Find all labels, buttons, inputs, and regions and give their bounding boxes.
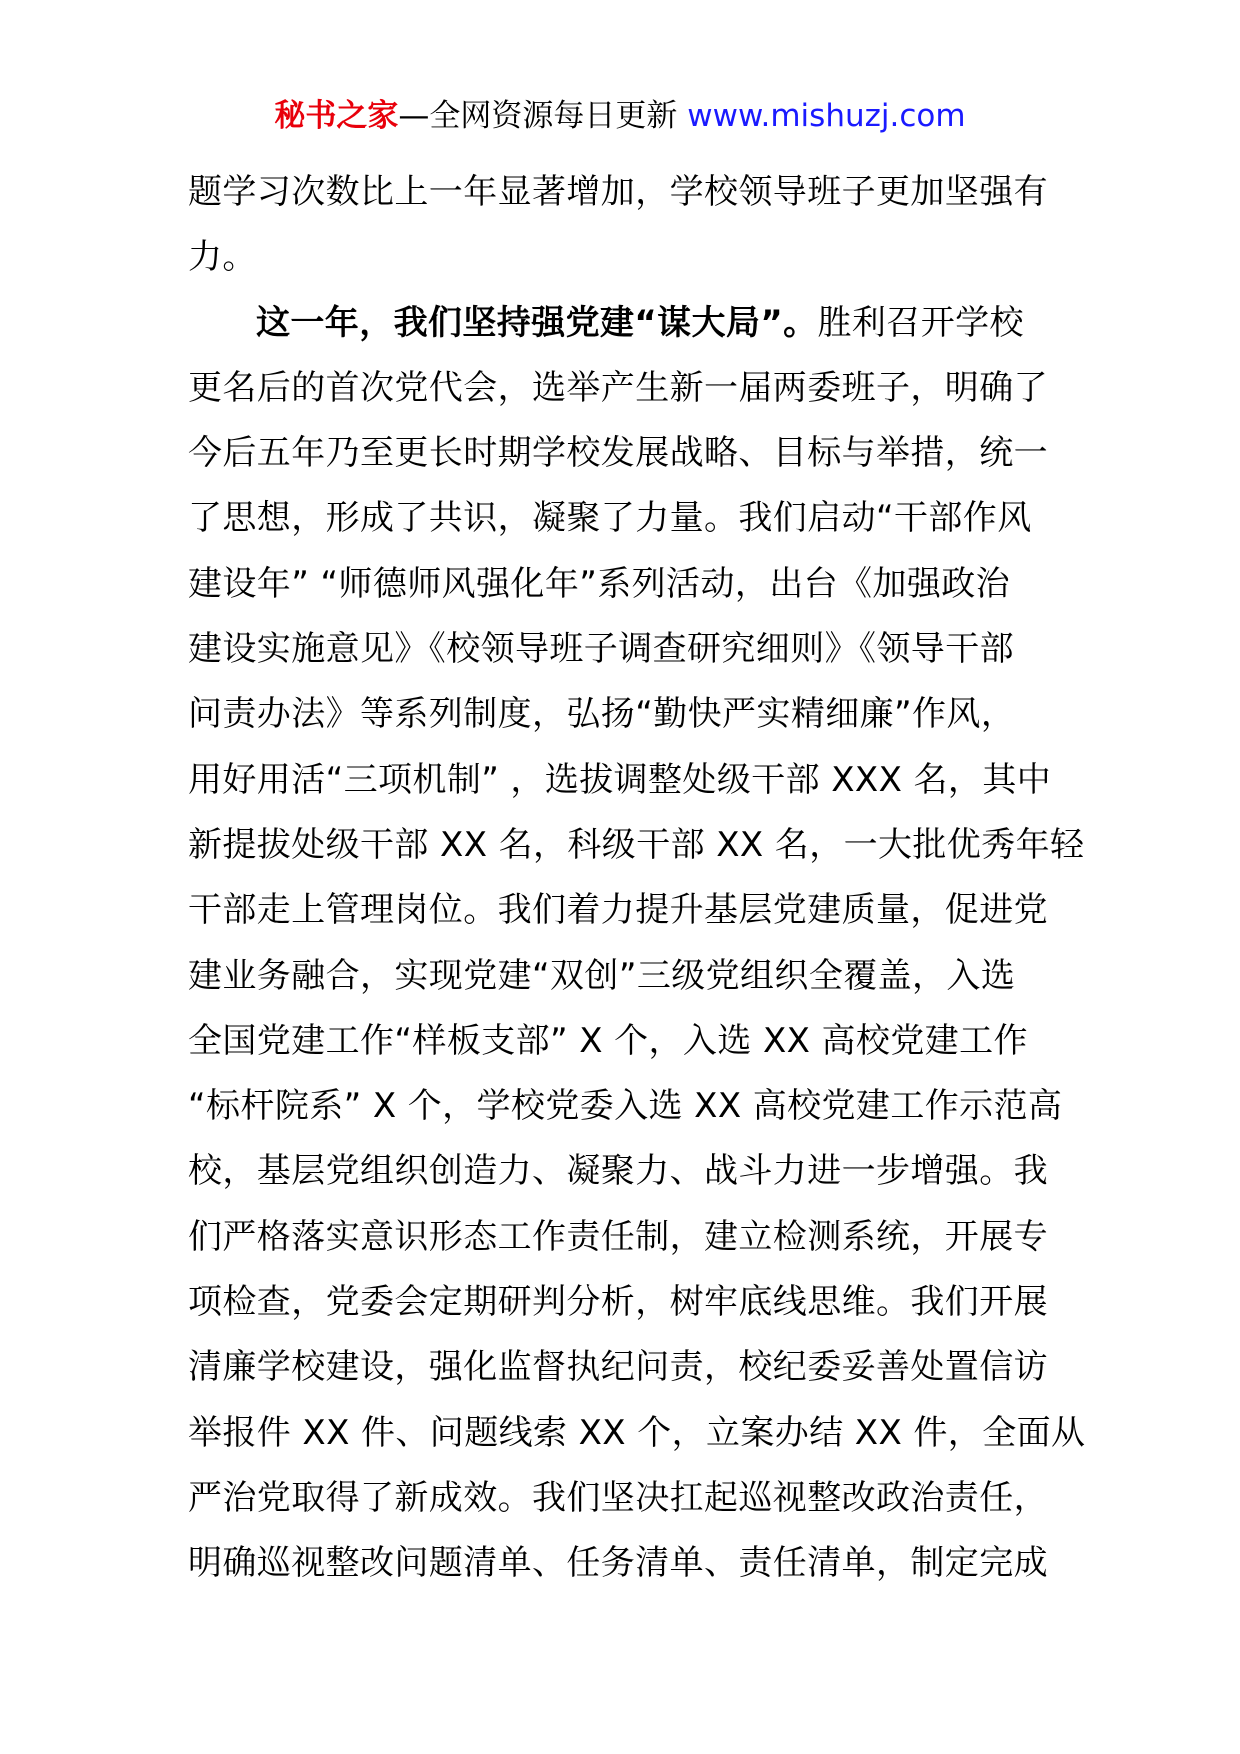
website-url: www.mishuzj.com (687, 98, 966, 134)
document-body (188, 160, 1086, 1597)
paragraph-line: 建设实施意见》《校领导班子调查研究细则》《领导干部 (188, 629, 1014, 670)
paragraph-lead-line (188, 291, 1054, 356)
paragraph-line: 题学习次数比上一年显著增加，学校领导班子更加坚强有 (188, 172, 1048, 212)
paragraph-line: 用好用活“三项机制” ，选拔调整处级干部 XXX 名，其中 (188, 759, 1052, 800)
paragraph-line: 问责办法》等系列制度，弘扬“勤快严实精细廉”作风， (188, 694, 1016, 735)
paragraph-line: “标杆院系” X 个，学校党委入选 XX 高校党建工作示范高 (188, 1086, 1063, 1127)
paragraph-line: 明确巡视整改问题清单、任务清单、责任清单，制定完成 (188, 1543, 1048, 1584)
paragraph-line: 项检查，党委会定期研判分析，树牢底线思维。我们开展 (188, 1282, 1048, 1323)
paragraph-line: 严治党取得了新成效。我们坚决扛起巡视整改政治责任， (188, 1477, 1048, 1518)
paragraph-line: 建设年” “师德师风强化年”系列活动，出台《加强政治 (188, 563, 1011, 604)
paragraph-line: 建业务融合，实现党建“双创”三级党组织全覆盖，入选 (188, 955, 1016, 996)
paragraph-line: 力。 (188, 237, 257, 278)
paragraph-1 (188, 160, 1054, 291)
paragraph-line: 清廉学校建设，强化监督执纪问责，校纪委妥善处置信访 (188, 1347, 1048, 1388)
page-header (0, 96, 1240, 136)
paragraph-line: 们严格落实意识形态工作责任制，建立检测系统，开展专 (188, 1216, 1048, 1257)
paragraph-lead-text: 胜利召开学校 (817, 302, 1024, 343)
paragraph-line: 今后五年乃至更长时期学校发展战略、目标与举措，统一 (188, 433, 1048, 474)
paragraph-line: 举报件 XX 件、问题线索 XX 个，立案办结 XX 件，全面从 (188, 1412, 1086, 1453)
paragraph-line: 全国党建工作“样板支部” X 个，入选 XX 高校党建工作 (188, 1020, 1028, 1061)
paragraph-line: 更名后的首次党代会，选举产生新一届两委班子，明确了 (188, 367, 1048, 408)
paragraph-line: 了思想，形成了共识，凝聚了力量。我们启动“干部作风 (188, 498, 1032, 539)
paragraph-2 (188, 291, 1086, 1597)
paragraph-line: 新提拔处级干部 XX 名，科级干部 XX 名，一大批优秀年轻 (188, 824, 1085, 865)
paragraph-line: 校，基层党组织创造力、凝聚力、战斗力进一步增强。我 (188, 1151, 1048, 1192)
brand-name: 秘书之家 (274, 98, 399, 134)
header-tagline: —全网资源每日更新 (398, 98, 688, 134)
paragraph-line: 干部走上管理岗位。我们着力提升基层党建质量，促进党 (188, 890, 1048, 931)
paragraph-lead-heading: 这一年，我们坚持强党建“谋大局”。 (256, 302, 818, 343)
